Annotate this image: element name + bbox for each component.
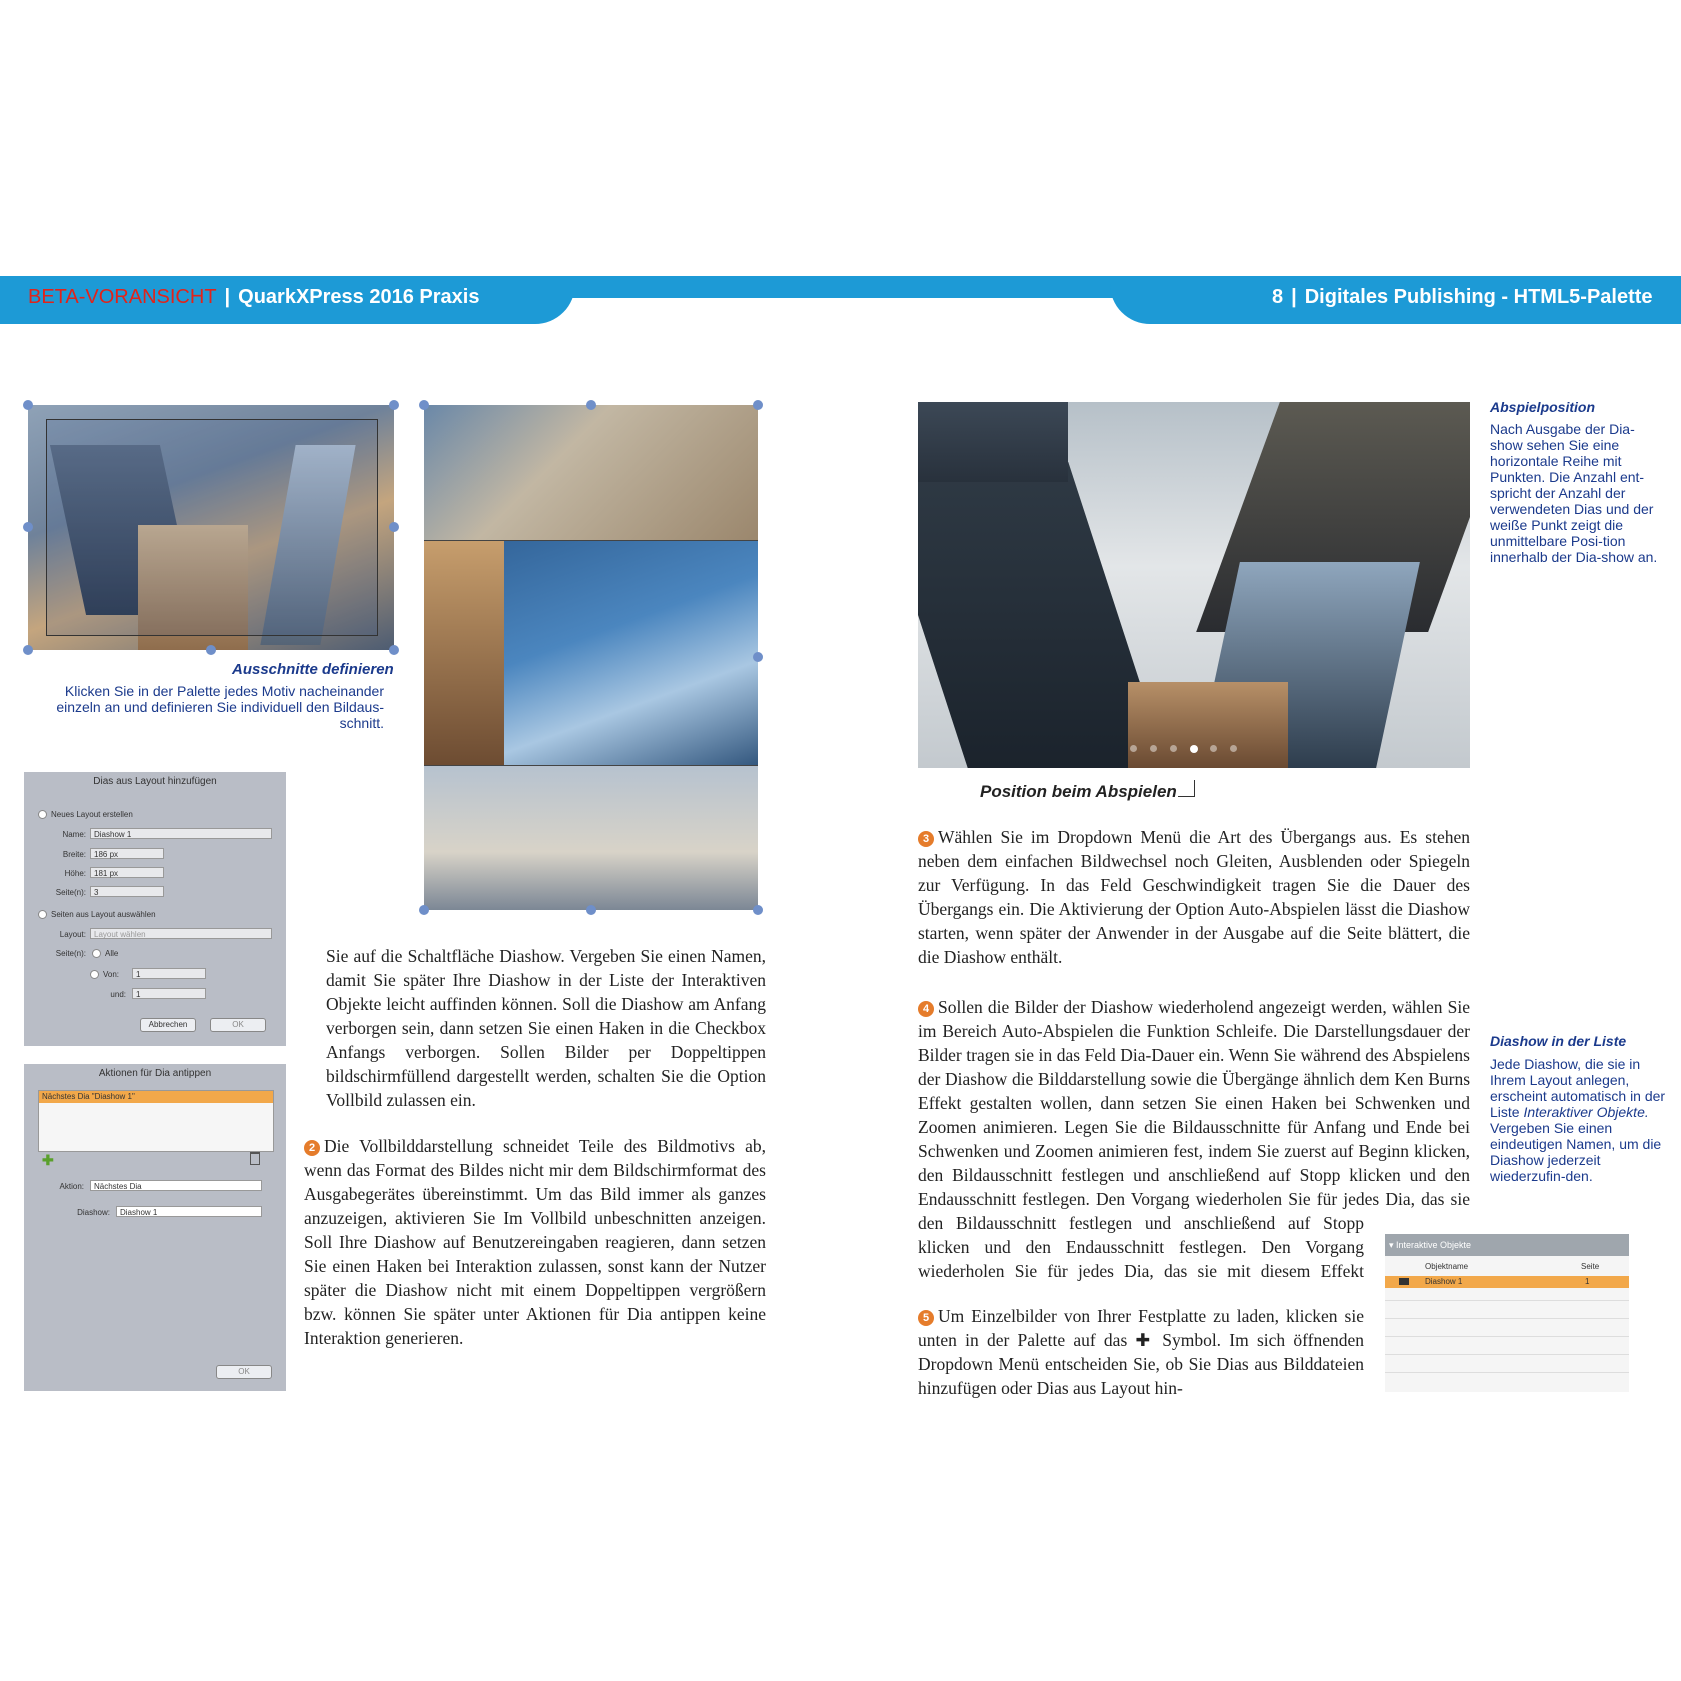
column-seite: Seite	[1581, 1262, 1600, 1271]
action-list-item[interactable]: Nächstes Dia "Diashow 1"	[39, 1091, 273, 1103]
cancel-button[interactable]: Abbrechen	[140, 1018, 196, 1032]
paragraph-text: Um Einzelbilder von Ihrer Festplatte zu laden, klicken sie unten in der Palette auf das ✚ Symbol. Im sich öffnenden Dropdown Menü entscheiden Sie, ob Sie Dias aus Bilddateien hinzufügen oder Dias aus Layout hin-	[918, 1306, 1364, 1398]
crop-handle[interactable]	[206, 645, 216, 655]
name-field[interactable]: Diashow 1	[90, 828, 272, 839]
dialog-title: Aktionen für Dia antippen	[98, 1068, 212, 1079]
diashow-select[interactable]: Diashow 1	[116, 1206, 262, 1217]
dot-icon	[1150, 745, 1157, 752]
aktion-select[interactable]: Nächstes Dia	[90, 1180, 262, 1191]
paragraph-text: den Bildausschnitt festlegen und anschließend auf Stopp klicken und den Endausschnitt festlegen. Den Vorgang wiederholen Sie für jedes Dia, das sie mit diesem Effekt	[918, 1213, 1364, 1281]
dot-icon	[1210, 745, 1217, 752]
panel-title[interactable]: ▾ Interaktive Objekte	[1385, 1234, 1629, 1256]
tile-middle-building	[424, 540, 504, 765]
ok-button[interactable]: OK	[210, 1018, 266, 1032]
row-divider	[1385, 1300, 1629, 1301]
crop-handle[interactable]	[23, 522, 33, 532]
photo-playback-position[interactable]	[918, 402, 1470, 768]
option-label: Alle	[105, 949, 119, 958]
caption-italic: Interaktiver Objekte.	[1523, 1104, 1649, 1120]
radio-icon	[92, 949, 101, 958]
dot-active-icon	[1190, 745, 1198, 753]
caption-abspiel-title: Abspielposition	[1490, 399, 1595, 415]
und-label: und:	[110, 990, 126, 999]
body-right-p4b	[918, 1211, 1364, 1283]
caption-liste-title: Diashow in der Liste	[1490, 1033, 1627, 1049]
von-field[interactable]: 1	[132, 968, 206, 979]
position-dots	[1130, 745, 1250, 755]
add-icon[interactable]: ✚	[42, 1152, 54, 1168]
tile-top	[424, 405, 758, 540]
trash-icon[interactable]	[250, 1152, 260, 1165]
dialog-title: Dias aus Layout hinzufügen	[93, 776, 217, 787]
page-header	[0, 276, 1681, 324]
seiten-label: Seite(n):	[55, 888, 86, 897]
row-divider	[1385, 1318, 1629, 1319]
layout-select[interactable]: Layout wählen	[90, 928, 272, 939]
building-bottom	[1128, 682, 1288, 768]
layout-label: Layout:	[59, 930, 86, 939]
body-right-p5	[918, 1304, 1364, 1400]
dot-icon	[1230, 745, 1237, 752]
paragraph-text: Sie auf die Schaltfläche Diashow. Vergeben Sie einen Namen, damit Sie später Ihre Diashow in der Liste der Interaktiven Objekte leicht auffinden können. Soll die Diashow am Anfang verborgen sein, dann setzen Sie einen Haken in die Checkbox Anfangs verborgen. Sollen Bilder per Doppeltippen bildschirmfüllend dargestellt werden, schalten Sie die Option Vollbild zulassen ein.	[326, 946, 766, 1110]
dialog-dias-aus-layout	[24, 772, 286, 1046]
seiten-field[interactable]: 3	[90, 886, 164, 897]
header-separator: |	[1291, 286, 1297, 308]
hoehe-field[interactable]: 181 px	[90, 867, 164, 878]
option-new-layout[interactable]	[38, 810, 133, 819]
dot-icon	[1130, 745, 1137, 752]
option-label: Seiten aus Layout auswählen	[51, 910, 156, 919]
chapter-number: 8	[1272, 286, 1284, 308]
action-list	[38, 1090, 274, 1152]
ok-button[interactable]: OK	[216, 1365, 272, 1379]
caption-position-title: Position beim Abspielen	[980, 782, 1177, 801]
breite-field[interactable]: 186 px	[90, 848, 164, 859]
body-left-p1	[326, 944, 766, 1112]
crop-handle[interactable]	[389, 400, 399, 410]
crop-handle[interactable]	[753, 400, 763, 410]
body-right-p4a	[918, 995, 1470, 1211]
paragraph-text: Die Vollbilddarstellung schneidet Teile des Bildmotivs ab, wenn das Format des Bildes nicht mir dem Bildschirmformat des Ausgabegerätes übereinstimmt. Um das Bild immer als ganzes anzuzeigen, aktivieren Sie Im Vollbild unbeschnitten anzeigen. Soll Ihre Diashow auf Benutzereingaben reagieren, dann setzen Sie einen Haken bei Interaktion zulassen, sonst kann der Nutzer später die Diashow nicht mit einem Doppeltippen vergrößern bzw. können Sie später unter Aktionen für Dia antippen keine Interaktion generieren.	[304, 1136, 766, 1348]
und-field[interactable]: 1	[132, 988, 206, 999]
crop-handle[interactable]	[419, 905, 429, 915]
header-left-text	[28, 286, 479, 309]
panel-interaktive-objekte	[1385, 1234, 1629, 1392]
row-divider	[1385, 1354, 1629, 1355]
radio-icon	[38, 910, 47, 919]
building-top-left	[918, 402, 1068, 482]
seiten2-label: Seite(n):	[55, 949, 86, 958]
crop-handle[interactable]	[586, 905, 596, 915]
crop-handle[interactable]	[419, 400, 429, 410]
step-number-3: 3	[918, 831, 934, 847]
row-name: Diashow 1	[1425, 1277, 1463, 1286]
dialog-aktionen-dia	[24, 1064, 286, 1391]
caption-abspiel-body: Nach Ausgabe der Dia-show sehen Sie eine horizontale Reihe mit Punkten. Die Anzahl ent-spricht der Anzahl der verwendeten Dias und der weiße Punkt zeigt die unmittelbare Posi-tion innerhalb der Dia-show an.	[1490, 421, 1658, 565]
tile-bottom	[424, 765, 758, 910]
photo-slideshow-tiles[interactable]	[424, 405, 758, 910]
step-number-5: 5	[918, 1310, 934, 1326]
step-number-4: 4	[918, 1001, 934, 1017]
slideshow-icon	[1399, 1278, 1409, 1285]
option-label: Von:	[103, 970, 120, 979]
header-right-text	[1272, 286, 1653, 309]
radio-icon	[90, 970, 99, 979]
corner-mark-icon	[1178, 780, 1195, 797]
header-band	[560, 276, 1130, 298]
dot-icon	[1170, 745, 1177, 752]
crop-handle[interactable]	[586, 400, 596, 410]
caption-text: Vergeben Sie einen eindeutigen Namen, um die Diashow jederzeit wiederzufin-den.	[1490, 1120, 1662, 1184]
radio-icon	[38, 810, 47, 819]
photo-crop-frame[interactable]	[28, 405, 394, 650]
crop-handle[interactable]	[23, 645, 33, 655]
tile-divider	[424, 540, 758, 541]
paragraph-text: Sollen die Bilder der Diashow wiederholend angezeigt werden, wählen Sie im Bereich Auto-Abspielen die Funktion Schleife. Die Darstellungsdauer der Bilder tragen sie in das Feld Dia-Dauer ein. Wenn Sie während des Abspielens der Diashow die Bilddarstellung sowie die Übergänge ähnlich dem Ken Burns Effekt gestalten wollen, dann setzen Sie einen Haken bei Schwenken und Zoomen animieren. Legen Sie die Bildausschnitte für Anfang und Ende bei Schwenken und Zoomen animieren fest, indem Sie zuerst auf Beginn klicken, den Bildausschnitt festlegen und anschließend auf Stopp klicken und den Endausschnitt festlegen. Den Vorgang wiederholen Sie für jedes Dia, das sie	[918, 997, 1470, 1209]
beta-label: BETA-VORANSICHT	[28, 286, 217, 308]
column-objektname: Objektname	[1425, 1262, 1469, 1271]
crop-handle[interactable]	[389, 645, 399, 655]
book-title: QuarkXPress 2016 Praxis	[238, 286, 480, 308]
caption-ausschnitte-body: Klicken Sie in der Palette jedes Motiv nacheinander einzeln an und definieren Sie individuell den Bildaus-schnitt.	[56, 683, 384, 731]
diashow-label: Diashow:	[77, 1208, 110, 1217]
row-divider	[1385, 1336, 1629, 1337]
paragraph-text: Wählen Sie im Dropdown Menü die Art des Übergangs aus. Es stehen neben dem einfachen Bildwechsel noch Gleiten, Ausblenden oder Spiegeln zur Verfügung. In das Feld Geschwindigkeit tragen Sie die Dauer des Übergangs ein. Die Aktivierung der Option Auto-Abspielen lässt die Diashow starten, wenn später der Anwender in der Ausgabe auf die Seite blättert, die die Diashow enthält.	[918, 827, 1470, 967]
chapter-title: Digitales Publishing - HTML5-Palette	[1304, 286, 1653, 308]
row-divider	[1385, 1372, 1629, 1373]
tile-divider	[424, 765, 758, 766]
crop-handle[interactable]	[753, 905, 763, 915]
header-separator: |	[224, 286, 231, 308]
option-alle[interactable]	[92, 949, 118, 958]
caption-liste-body	[1490, 1056, 1666, 1184]
crop-handle[interactable]	[389, 522, 399, 532]
caption-text: Jede Diashow, die sie in Ihrem Layout anlegen, erscheint automatisch in der Liste	[1490, 1056, 1666, 1120]
aktion-label: Aktion:	[59, 1182, 84, 1191]
option-label: Neues Layout erstellen	[51, 810, 133, 819]
hoehe-label: Höhe:	[64, 869, 86, 878]
panel-row-selected[interactable]	[1385, 1276, 1629, 1288]
name-label: Name:	[62, 830, 86, 839]
crop-overlay	[46, 419, 378, 636]
option-von[interactable]	[90, 970, 119, 979]
caption-ausschnitte-title: Ausschnitte definieren	[232, 661, 394, 678]
crop-handle[interactable]	[753, 652, 763, 662]
row-page: 1	[1585, 1277, 1590, 1286]
body-left-p2	[304, 1134, 766, 1350]
option-pages-from-layout[interactable]	[38, 910, 156, 919]
crop-handle[interactable]	[23, 400, 33, 410]
breite-label: Breite:	[62, 850, 86, 859]
body-right-p3	[918, 825, 1470, 969]
step-number-2: 2	[304, 1140, 320, 1156]
